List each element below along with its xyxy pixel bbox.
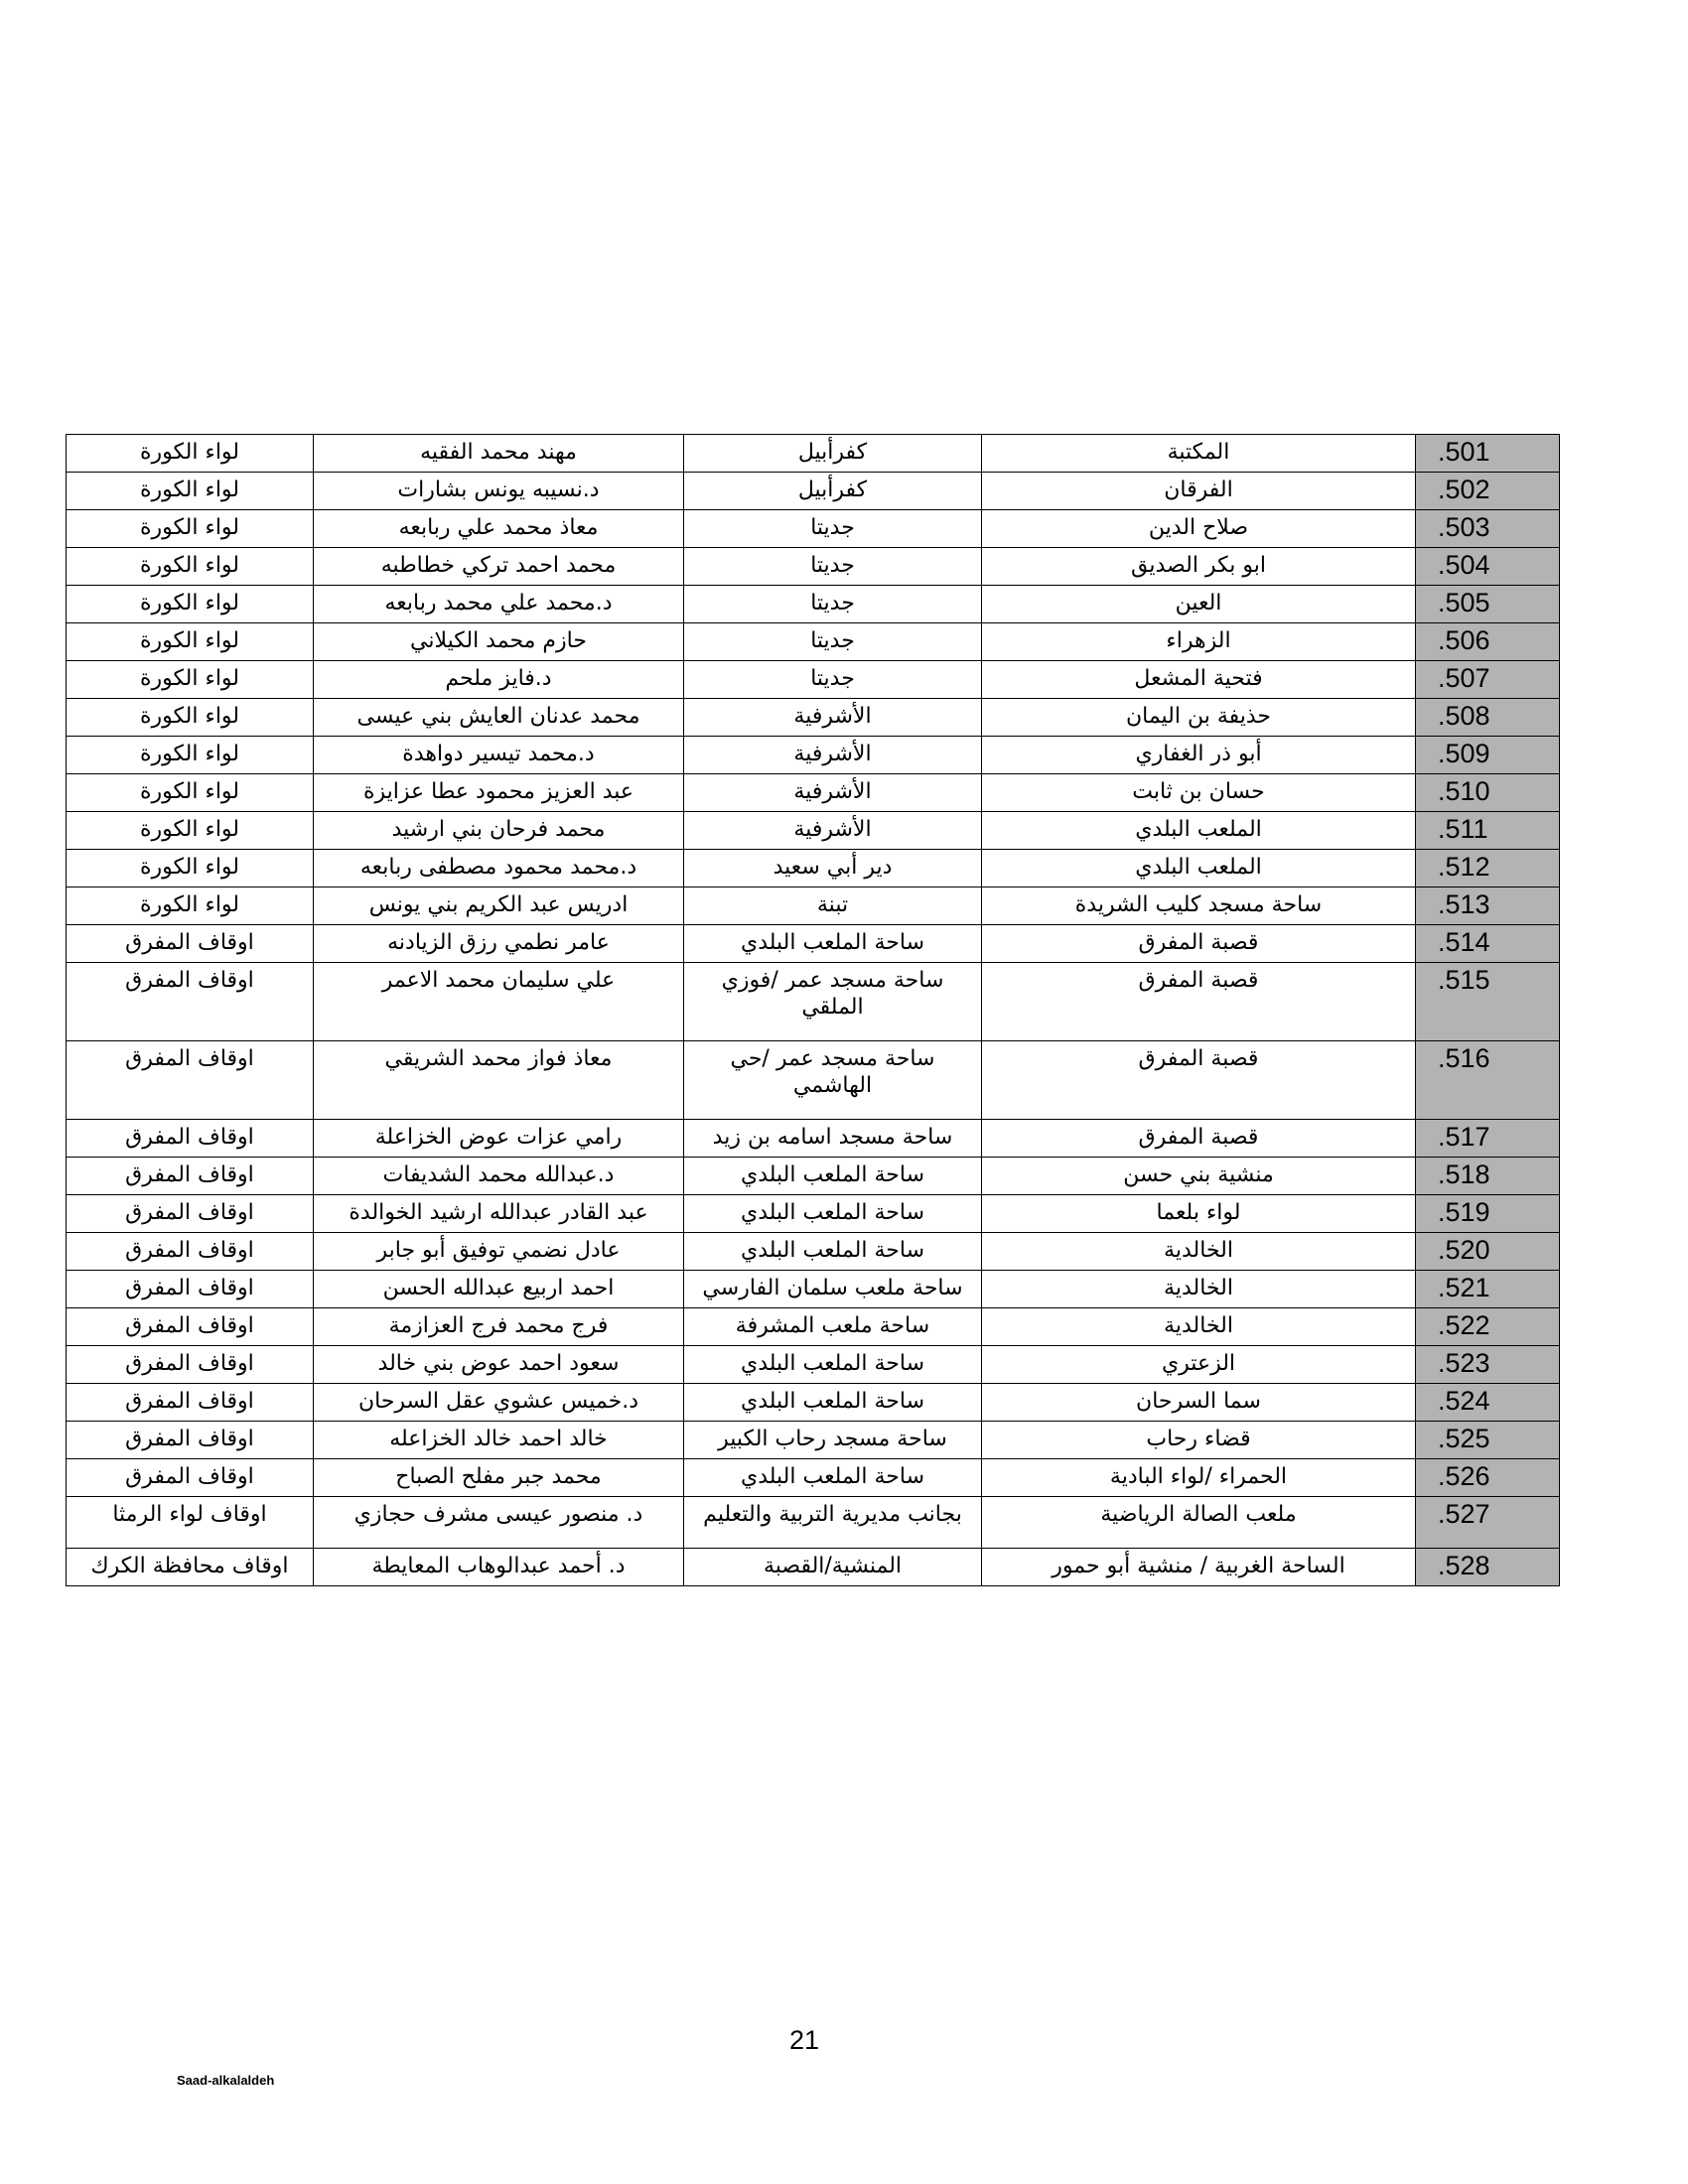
area-cell: ساحة مسجد رحاب الكبير (684, 1422, 982, 1459)
imam-name-cell: عبد القادر عبدالله ارشيد الخوالدة (314, 1195, 684, 1233)
place-cell: قضاء رحاب (982, 1422, 1416, 1459)
imam-name-cell: معاذ فواز محمد الشريقي (314, 1041, 684, 1120)
imam-name-cell: د.محمد محمود مصطفى ربابعه (314, 850, 684, 887)
table-row (67, 548, 1560, 586)
department-cell: اوقاف المفرق (67, 1271, 314, 1308)
department-cell: اوقاف المفرق (67, 1195, 314, 1233)
table-row (67, 1041, 1560, 1120)
row-number-cell: .516 (1416, 1041, 1560, 1120)
department-cell: لواء الكورة (67, 887, 314, 925)
area-cell: دير أبي سعيد (684, 850, 982, 887)
imam-name-cell: ادريس عبد الكريم بني يونس (314, 887, 684, 925)
place-cell: الخالدية (982, 1308, 1416, 1346)
department-cell: لواء الكورة (67, 473, 314, 510)
row-number-cell: .525 (1416, 1422, 1560, 1459)
area-cell: ساحة ملعب المشرفة (684, 1308, 982, 1346)
imam-name-cell: علي سليمان محمد الاعمر (314, 963, 684, 1041)
mosque-list-table (66, 434, 1560, 1586)
department-cell: اوقاف المفرق (67, 1459, 314, 1497)
department-cell: لواء الكورة (67, 548, 314, 586)
area-cell: تبنة (684, 887, 982, 925)
area-cell: ساحة الملعب البلدي (684, 1384, 982, 1422)
place-cell: الخالدية (982, 1271, 1416, 1308)
table-row (67, 699, 1560, 737)
department-cell: اوقاف المفرق (67, 963, 314, 1041)
area-cell: جديتا (684, 548, 982, 586)
row-number-cell: .526 (1416, 1459, 1560, 1497)
area-cell: المنشية/القصبة (684, 1549, 982, 1586)
table-row (67, 1233, 1560, 1271)
area-cell: ساحة الملعب البلدي (684, 1459, 982, 1497)
place-cell: المكتبة (982, 435, 1416, 473)
department-cell: لواء الكورة (67, 737, 314, 774)
place-cell: الزهراء (982, 623, 1416, 661)
row-number-cell: .519 (1416, 1195, 1560, 1233)
area-cell: ساحة مسجد عمر /حي الهاشمي (684, 1041, 982, 1120)
place-cell: الخالدية (982, 1233, 1416, 1271)
table-row (67, 661, 1560, 699)
place-cell: حذيفة بن اليمان (982, 699, 1416, 737)
area-cell: الأشرفية (684, 737, 982, 774)
table-row (67, 1346, 1560, 1384)
row-number-cell: .508 (1416, 699, 1560, 737)
area-cell: الأشرفية (684, 812, 982, 850)
place-cell: قصبة المفرق (982, 1041, 1416, 1120)
imam-name-cell: د.نسيبه يونس بشارات (314, 473, 684, 510)
row-number-cell: .522 (1416, 1308, 1560, 1346)
row-number-cell: .510 (1416, 774, 1560, 812)
row-number-cell: .520 (1416, 1233, 1560, 1271)
department-cell: اوقاف المفرق (67, 1041, 314, 1120)
table-row (67, 1459, 1560, 1497)
imam-name-cell: د.عبدالله محمد الشديفات (314, 1158, 684, 1195)
department-cell: لواء الكورة (67, 774, 314, 812)
table-row (67, 1271, 1560, 1308)
row-number-cell: .501 (1416, 435, 1560, 473)
area-cell: ساحة الملعب البلدي (684, 1233, 982, 1271)
table-row (67, 1497, 1560, 1549)
row-number-cell: .509 (1416, 737, 1560, 774)
row-number-cell: .512 (1416, 850, 1560, 887)
table-row (67, 737, 1560, 774)
row-number-cell: .507 (1416, 661, 1560, 699)
place-cell: ساحة مسجد كليب الشريدة (982, 887, 1416, 925)
imam-name-cell: خالد احمد خالد الخزاعله (314, 1422, 684, 1459)
department-cell: لواء الكورة (67, 623, 314, 661)
imam-name-cell: محمد جبر مفلح الصباح (314, 1459, 684, 1497)
imam-name-cell: د. منصور عيسى مشرف حجازي (314, 1497, 684, 1549)
place-cell: ابو بكر الصديق (982, 548, 1416, 586)
row-number-cell: .502 (1416, 473, 1560, 510)
row-number-cell: .527 (1416, 1497, 1560, 1549)
table-row (67, 1158, 1560, 1195)
table-row (67, 925, 1560, 963)
department-cell: لواء الكورة (67, 586, 314, 623)
table-row (67, 1120, 1560, 1158)
place-cell: لواء بلعما (982, 1195, 1416, 1233)
place-cell: الفرقان (982, 473, 1416, 510)
department-cell: اوقاف لواء الرمثا (67, 1497, 314, 1549)
imam-name-cell: عبد العزيز محمود عطا عزايزة (314, 774, 684, 812)
table-row (67, 1384, 1560, 1422)
place-cell: الملعب البلدي (982, 812, 1416, 850)
department-cell: اوقاف المفرق (67, 1120, 314, 1158)
row-number-cell: .514 (1416, 925, 1560, 963)
area-cell: كفرأبيل (684, 473, 982, 510)
imam-name-cell: د.خميس عشوي عقل السرحان (314, 1384, 684, 1422)
imam-name-cell: د.محمد تيسير دواهدة (314, 737, 684, 774)
place-cell: أبو ذر الغفاري (982, 737, 1416, 774)
department-cell: لواء الكورة (67, 850, 314, 887)
department-cell: اوقاف المفرق (67, 1233, 314, 1271)
place-cell: قصبة المفرق (982, 963, 1416, 1041)
table-row (67, 435, 1560, 473)
row-number-cell: .517 (1416, 1120, 1560, 1158)
imam-name-cell: سعود احمد عوض بني خالد (314, 1346, 684, 1384)
page-number: 21 (788, 2025, 820, 2055)
area-cell: ساحة الملعب البلدي (684, 1158, 982, 1195)
table-row (67, 473, 1560, 510)
imam-name-cell: د. أحمد عبدالوهاب المعايطة (314, 1549, 684, 1586)
table-row (67, 963, 1560, 1041)
area-cell: كفرأبيل (684, 435, 982, 473)
imam-name-cell: احمد اربيع عبدالله الحسن (314, 1271, 684, 1308)
place-cell: الزعتري (982, 1346, 1416, 1384)
area-cell: جديتا (684, 586, 982, 623)
row-number-cell: .515 (1416, 963, 1560, 1041)
table-row (67, 812, 1560, 850)
imam-name-cell: د.محمد علي محمد ربابعه (314, 586, 684, 623)
department-cell: اوقاف المفرق (67, 1308, 314, 1346)
imam-name-cell: عامر نطمي رزق الزيادنه (314, 925, 684, 963)
area-cell: جديتا (684, 623, 982, 661)
imam-name-cell: حازم محمد الكيلاني (314, 623, 684, 661)
area-cell: جديتا (684, 661, 982, 699)
imam-name-cell: عادل نضمي توفيق أبو جابر (314, 1233, 684, 1271)
place-cell: الحمراء /لواء البادية (982, 1459, 1416, 1497)
area-cell: ساحة الملعب البلدي (684, 1346, 982, 1384)
row-number-cell: .503 (1416, 510, 1560, 548)
table-row (67, 1422, 1560, 1459)
place-cell: منشية بني حسن (982, 1158, 1416, 1195)
place-cell: صلاح الدين (982, 510, 1416, 548)
table-row (67, 1195, 1560, 1233)
department-cell: لواء الكورة (67, 435, 314, 473)
department-cell: اوقاف محافظة الكرك (67, 1549, 314, 1586)
table-row (67, 623, 1560, 661)
imam-name-cell: محمد احمد تركي خطاطبه (314, 548, 684, 586)
department-cell: لواء الكورة (67, 510, 314, 548)
table-row (67, 1549, 1560, 1586)
row-number-cell: .528 (1416, 1549, 1560, 1586)
author-footer: Saad-alkalaldeh (177, 2073, 275, 2088)
row-number-cell: .518 (1416, 1158, 1560, 1195)
table-row (67, 1308, 1560, 1346)
department-cell: اوقاف المفرق (67, 1158, 314, 1195)
area-cell: بجانب مديرية التربية والتعليم (684, 1497, 982, 1549)
area-cell: ساحة ملعب سلمان الفارسي (684, 1271, 982, 1308)
row-number-cell: .523 (1416, 1346, 1560, 1384)
area-cell: ساحة مسجد اسامه بن زيد (684, 1120, 982, 1158)
department-cell: اوقاف المفرق (67, 1422, 314, 1459)
table-row (67, 510, 1560, 548)
place-cell: قصبة المفرق (982, 925, 1416, 963)
place-cell: فتحية المشعل (982, 661, 1416, 699)
imam-name-cell: فرج محمد فرج العزازمة (314, 1308, 684, 1346)
row-number-cell: .513 (1416, 887, 1560, 925)
area-cell: ساحة مسجد عمر /فوزي الملقي (684, 963, 982, 1041)
imam-name-cell: محمد فرحان بني ارشيد (314, 812, 684, 850)
area-cell: ساحة الملعب البلدي (684, 1195, 982, 1233)
department-cell: لواء الكورة (67, 699, 314, 737)
imam-name-cell: رامي عزات عوض الخزاعلة (314, 1120, 684, 1158)
department-cell: لواء الكورة (67, 661, 314, 699)
area-cell: الأشرفية (684, 699, 982, 737)
area-cell: الأشرفية (684, 774, 982, 812)
place-cell: العين (982, 586, 1416, 623)
row-number-cell: .506 (1416, 623, 1560, 661)
area-cell: جديتا (684, 510, 982, 548)
place-cell: ملعب الصالة الرياضية (982, 1497, 1416, 1549)
place-cell: سما السرحان (982, 1384, 1416, 1422)
table-row (67, 586, 1560, 623)
department-cell: لواء الكورة (67, 812, 314, 850)
area-cell: ساحة الملعب البلدي (684, 925, 982, 963)
table-row (67, 850, 1560, 887)
imam-name-cell: د.فايز ملحم (314, 661, 684, 699)
table-row (67, 774, 1560, 812)
row-number-cell: .524 (1416, 1384, 1560, 1422)
place-cell: الساحة الغربية / منشية أبو حمور (982, 1549, 1416, 1586)
table-row (67, 887, 1560, 925)
imam-name-cell: مهند محمد الفقيه (314, 435, 684, 473)
department-cell: اوقاف المفرق (67, 1346, 314, 1384)
place-cell: الملعب البلدي (982, 850, 1416, 887)
department-cell: اوقاف المفرق (67, 1384, 314, 1422)
place-cell: قصبة المفرق (982, 1120, 1416, 1158)
imam-name-cell: معاذ محمد علي ربابعه (314, 510, 684, 548)
department-cell: اوقاف المفرق (67, 925, 314, 963)
row-number-cell: .505 (1416, 586, 1560, 623)
place-cell: حسان بن ثابت (982, 774, 1416, 812)
row-number-cell: .521 (1416, 1271, 1560, 1308)
row-number-cell: .511 (1416, 812, 1560, 850)
row-number-cell: .504 (1416, 548, 1560, 586)
imam-name-cell: محمد عدنان العايش بني عيسى (314, 699, 684, 737)
